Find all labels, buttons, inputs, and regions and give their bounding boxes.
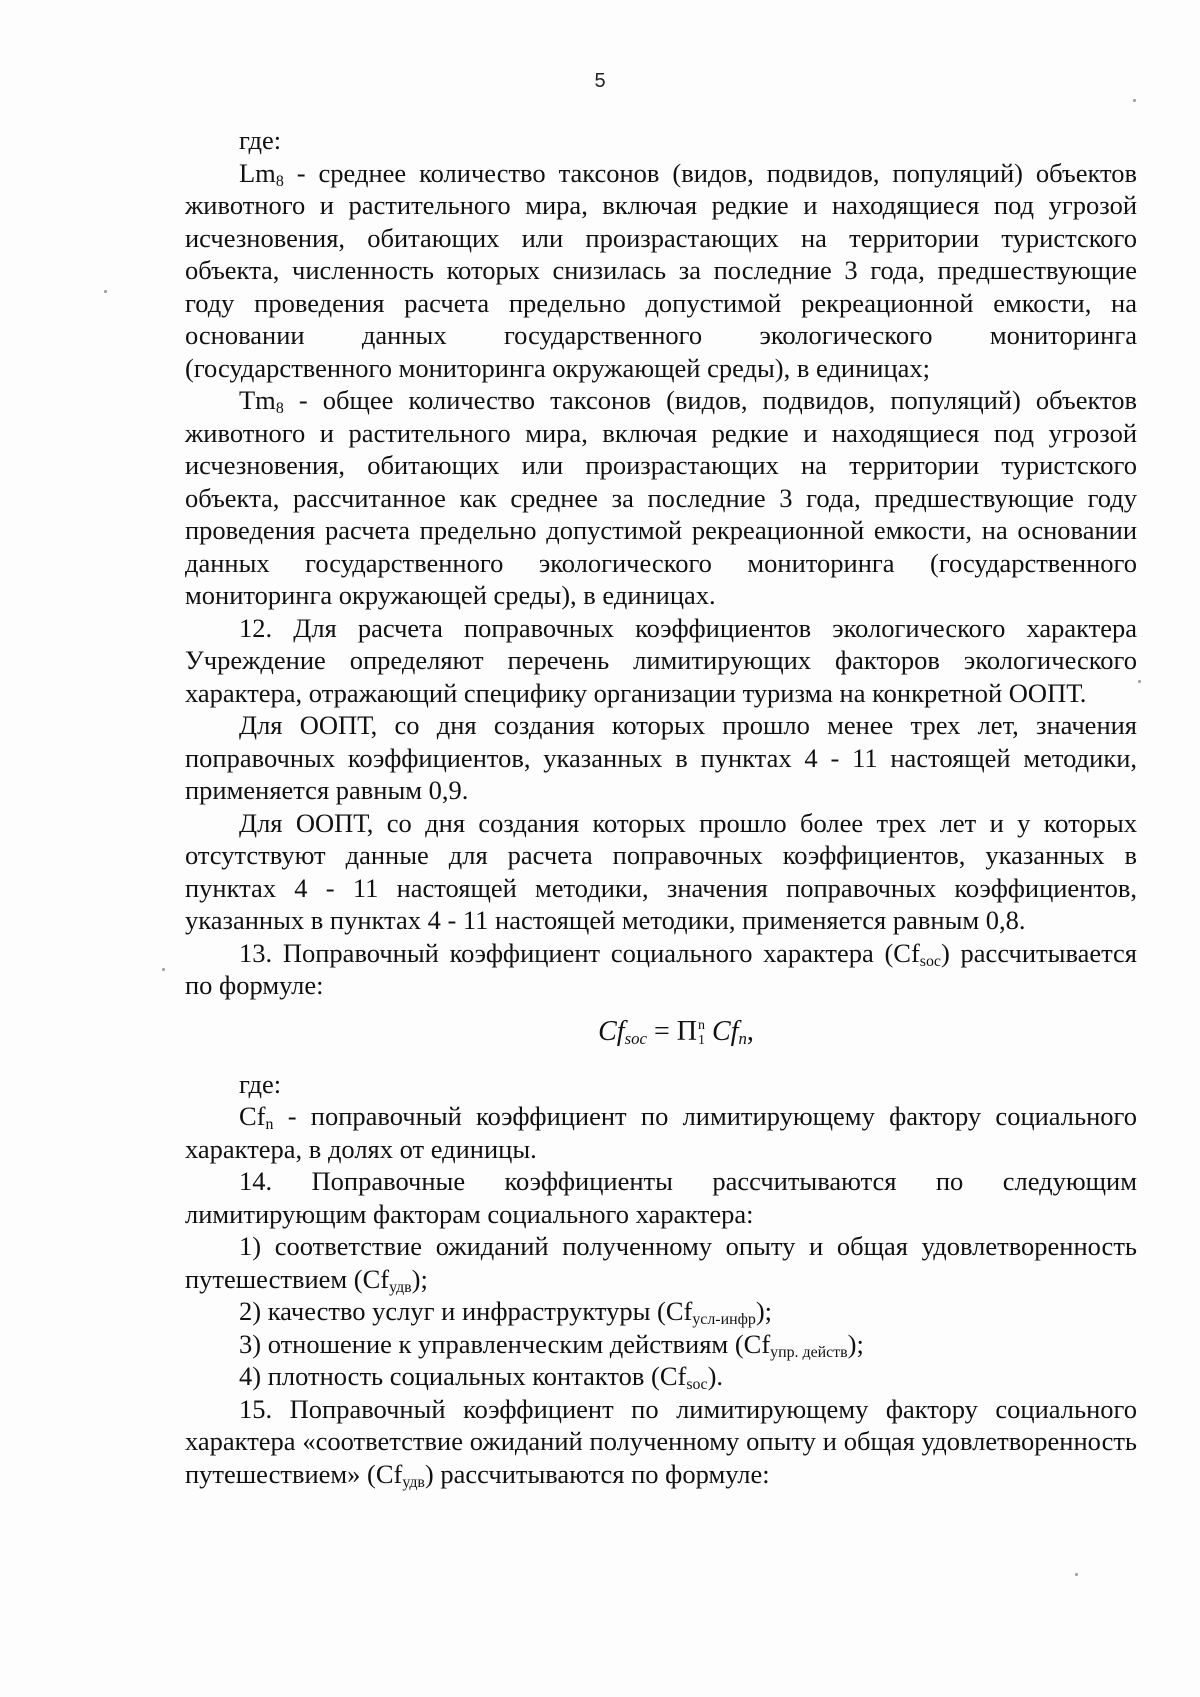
formula-rhs: Cf: [705, 1015, 739, 1047]
formula-equals: =: [646, 1015, 677, 1047]
scan-speck: [1133, 99, 1136, 102]
scan-speck: [162, 968, 165, 971]
paragraph-where-1: где:: [239, 125, 282, 155]
list-item-4-text: 4) плотность социальных контактов (Cf: [239, 1361, 687, 1391]
scan-speck: [1075, 1573, 1078, 1576]
list-item-4-subscript: soc: [686, 1375, 708, 1393]
lm8-definition-text: - среднее количество таксонов (видов, подвидов, популяций) объектов животного и растительного мира, включая редкие и находящиеся под угрозой исчезновения, обитающих или произрастающих на территории туристского объекта, численность которых снизилась за последние 3 года, предшествующие году проведения расчета предельно допустимой рекреационной емкости, на основании данных государственного экологического мониторинга (государственного мониторинга окружающей среды), в единицах;: [185, 157, 1137, 383]
p13-subscript: soc: [919, 952, 941, 970]
list-item-1-tail: );: [411, 1263, 428, 1294]
paragraph-13: [185, 937, 1137, 1002]
paragraph-where-2: где:: [239, 1068, 282, 1099]
formula-lhs: Cf: [598, 1015, 625, 1047]
product-lower-limit: 1: [698, 1033, 705, 1049]
list-item-3-subscript: упр. действ: [770, 1343, 848, 1361]
list-item-2: [185, 1295, 1137, 1328]
product-limits: [698, 1018, 705, 1049]
list-item-1-subscript: удв: [389, 1278, 412, 1296]
term-tm: Tm: [239, 385, 276, 415]
formula-rhs-subscript: n: [738, 1028, 747, 1048]
cfn-definition-text: - поправочный коэффициент по лимитирующему фактору социального характера, в долях от единицы.: [185, 1101, 1137, 1164]
document-body: [185, 124, 1137, 1490]
list-item-3: [185, 1328, 1137, 1361]
list-item-1: [185, 1230, 1137, 1295]
p13-text-post: ) рассчитывается по формуле:: [185, 937, 1137, 1000]
term-tm-subscript: 8: [275, 399, 284, 417]
list-item-3-text: 3) отношение к управленческим действиям (Cf: [239, 1328, 771, 1359]
formula-cf-soc: [185, 1012, 1137, 1052]
paragraph-12: 12. Для расчета поправочных коэффициентов экологического характера Учреждение определяют перечень лимитирующих факторов экологического характера, отражающий специфику организации туризма на конкретной ООПТ.: [185, 612, 1137, 708]
paragraph-more-three-years: Для ООПТ, со дня создания которых прошло более трех лет и у которых отсутствуют данные для расчета поправочных коэффициентов, указанных в пунктах 4 - 11 настоящей методики, значения поправочных коэффициентов, указанных в пунктах 4 - 11 настоящей методики, применяется равным 0,8.: [185, 807, 1137, 935]
formula-tail: ,: [746, 1015, 754, 1047]
list-item-2-text: 2) качество услуг и инфраструктуры (Cf: [239, 1296, 693, 1326]
list-item-4-tail: ).: [707, 1361, 724, 1391]
product-upper-limit: n: [698, 1017, 705, 1033]
paragraph-less-three-years: Для ООПТ, со дня создания которых прошло менее трех лет, значения поправочных коэффициентов, указанных в пунктах 4 - 11 настоящей методики, применяется равным 0,9.: [185, 710, 1137, 805]
term-lm-subscript: 8: [275, 172, 284, 190]
page-number: 5: [594, 70, 606, 92]
p15-text-pre: 15. Поправочный коэффициент по лимитирующему фактору социального характера «соответствие ожиданий полученному опыту и общая удовлетворенность путешествием» (Cf: [185, 1393, 1137, 1489]
paragraph-tm8-definition: [185, 384, 1137, 612]
formula-lhs-subscript: soc: [624, 1028, 647, 1048]
tm8-definition-text: - общее количество таксонов (видов, подвидов, популяций) объектов животного и растительного мира, включая редкие и находящиеся под угрозой исчезновения, обитающих или произрастающих на территории туристского объекта, рассчитанное как среднее за последние 3 года, предшествующие году проведения расчета предельно допустимой рекреационной емкости, на основании данных государственного экологического мониторинга (государственного мониторинга окружающей среды), в единицах.: [185, 385, 1137, 610]
paragraph-cfn-definition: [185, 1100, 1137, 1165]
term-lm: Lm: [239, 157, 276, 188]
scan-speck: [104, 290, 107, 293]
list-item-2-tail: );: [755, 1296, 773, 1326]
paragraph-14: 14. Поправочные коэффициенты рассчитываются по следующим лимитирующим факторам социального характера:: [185, 1166, 1137, 1229]
p15-text-post: ) рассчитываются по формуле:: [424, 1458, 770, 1489]
product-symbol: [677, 1012, 705, 1052]
term-cf: Cf: [239, 1101, 266, 1131]
paragraph-lm8-definition: [185, 157, 1137, 385]
product-sign: Π: [676, 1015, 697, 1047]
list-item-2-subscript: усл-инфр: [692, 1310, 756, 1328]
paragraph-15: [185, 1393, 1137, 1491]
p15-subscript: удв: [402, 1473, 425, 1491]
list-item-4: [185, 1360, 1137, 1393]
term-cf-subscript: n: [265, 1115, 274, 1133]
list-item-1-text: 1) соответствие ожиданий полученному опыту и общая удовлетворенность путешествием (Cf: [185, 1231, 1137, 1294]
list-item-3-tail: );: [847, 1328, 864, 1359]
scan-speck: [1138, 680, 1141, 683]
p13-text-pre: 13. Поправочный коэффициент социального характера (Cf: [239, 937, 920, 968]
